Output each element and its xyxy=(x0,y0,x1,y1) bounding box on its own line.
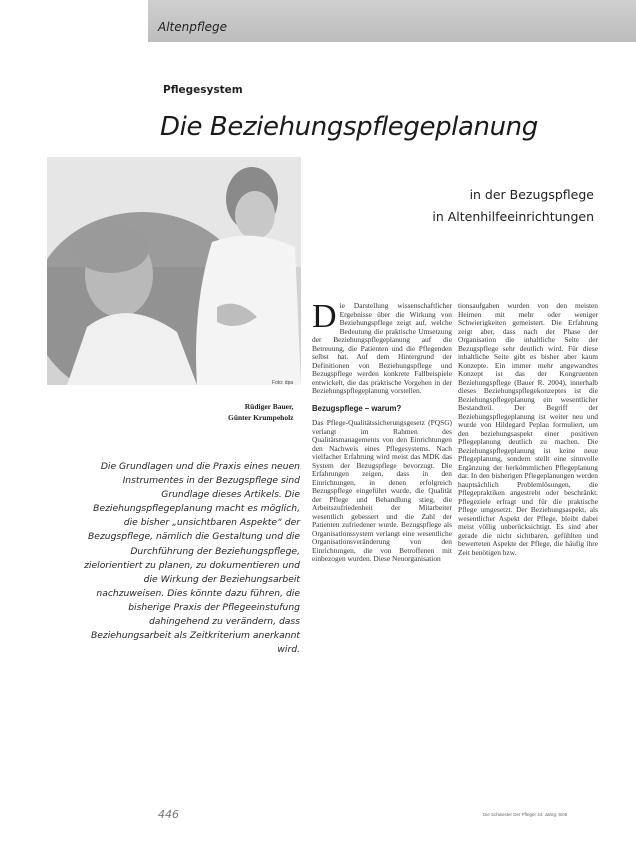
body-column-1 xyxy=(312,298,452,564)
article-kicker: Pflegesystem xyxy=(163,84,243,96)
article-photo xyxy=(47,157,301,385)
author-2: Günter Krumpeholz xyxy=(228,413,294,422)
photo-illustration xyxy=(47,157,301,385)
section-subhead: Bezugspflege – warum? xyxy=(312,403,402,413)
article-title: Die Beziehungspflegeplanung xyxy=(160,112,538,142)
article-lead: Die Grundlagen und die Praxis eines neuen Instrumentes in der Bezugspflege sind Grundlage dieses Artikels. Die Beziehungspflegeplanung macht es möglich, die bisher „unsichtbaren Aspekte“ der Bezugspflege, nämlich die Gestaltung und die Durchführung der Beziehungspflege, zielorientiert zu planen, zu dokumentieren und die Wirkung der Beziehungsarbeit nachzuweisen. Dies könnte dazu führen, die bisherige Praxis der Pflegeeinstufung dahingehend zu verändern, dass Beziehungsarbeit als Zeitkriterium anerkannt wird. xyxy=(84,461,300,656)
section-label: Altenpflege xyxy=(158,20,227,34)
intro-paragraph xyxy=(312,298,452,396)
subtitle-line-1: in der Bezugspflege xyxy=(469,187,594,202)
body-column-2 xyxy=(458,302,598,557)
body-paragraph-1: Das Pflege-Qualitätssicherungsgesetz (PQSG) verlangt im Rahmen des Qualitätsmanagements von den Einrichtungen den Nachweis eines Pflegesystems. Nach vielfacher Erfahrung wird meist das MDK das System der Bezugspflege bevorzugt. Die Erfahrungen zeigen, dass in den Einrichtungen, in denen erfolgreich Bezugspflege eingeführt wurde, die Qualität der Pflege und Behandlung stieg, die Arbeitszufriedenheit der Mitarbeiter wesentlich gebessert und die Zahl der Patienten zufriedener wurde. Bezugspflege als Organisationssystem verlangt eine wesentliche Organisationsveränderung von den Einrichtungen, die von Betroffenen mit einbezogen wurden. Diese Neuorganisation xyxy=(312,418,452,563)
author-1: Rüdiger Bauer, xyxy=(244,402,294,411)
drop-cap: D xyxy=(312,298,337,335)
footer-reference: Die Schwester Der Pfleger 44. Jahrg. 6/05 xyxy=(483,812,568,817)
page-number: 446 xyxy=(158,808,179,821)
intro-text: ie Darstellung wissenschaftlicher Ergebnisse über die Wirkung von Beziehungspflege zeigt auf, welche Bedeutung die praktische Umsetzung der Beziehungspflegeplanung auf die Betreuung, die Patienten und die Pflegenden selbst hat. Auf dem Hintergrund der Definitionen von Beziehungspflege und Bezugspflege werden konkrete Fallbeispiele entwickelt, die das praktische Vorgehen in der Beziehungspflegeplanung vorstellen. xyxy=(312,301,452,395)
photo-credit: Foto: dpa xyxy=(272,380,294,386)
body-paragraph-2: tionsaufgaben wurden von den meisten Heimen mit mehr oder weniger Schwierigkeiten gemeistert. Die Erfahrung zeigt aber, dass nach der Phase der Organisation die inhaltliche Seite der Bezugspflege sehr deutlich wird. Für diese inhaltliche Seite gibt es bisher aber kaum Konzepte. Ein immer mehr angewandtes Konzept ist das der Kongruenten Beziehungspflege (Bauer R. 2004), innerhalb dieses Beziehungspflegekonzeptes ist die Beziehungspflegeplanung ein wesentlicher Bestandteil. Der Begriff der Beziehungspflegeplanung ist weiter neu und wurde von Hildegard Peplau formuliert, um den beziehungsaspekt einer positiven Pflegeplanung deutlich zu machen. Die Beziehungspflegeplanung ist keine neue Pflegeplanung, sondern stellt eine sinnvolle Ergänzung der herkömmlichen Pflegeplanung dar. In den bisherigen Pflegeplanungen werden hauptsächlich Problemlösungen, die Pflegepraktiken angestrebt oder beschränkt. Pflegeziele erfragt und für die praktische Pflege umgesetzt. Der Beziehungsaspekt, als wesentlicher Aspekt der Pflege, bleibt dabei meist völlig unberücksichtigt. Es sind aber gerade die nicht sichtbaren, gefühlten und bewerteten Aspekte der Pflege, die häufig ihre Zeit benötigen bzw. xyxy=(458,301,598,557)
article-authors xyxy=(228,401,294,423)
article-subtitle xyxy=(432,184,594,228)
subtitle-line-2: in Altenhilfeeinrichtungen xyxy=(432,209,594,224)
